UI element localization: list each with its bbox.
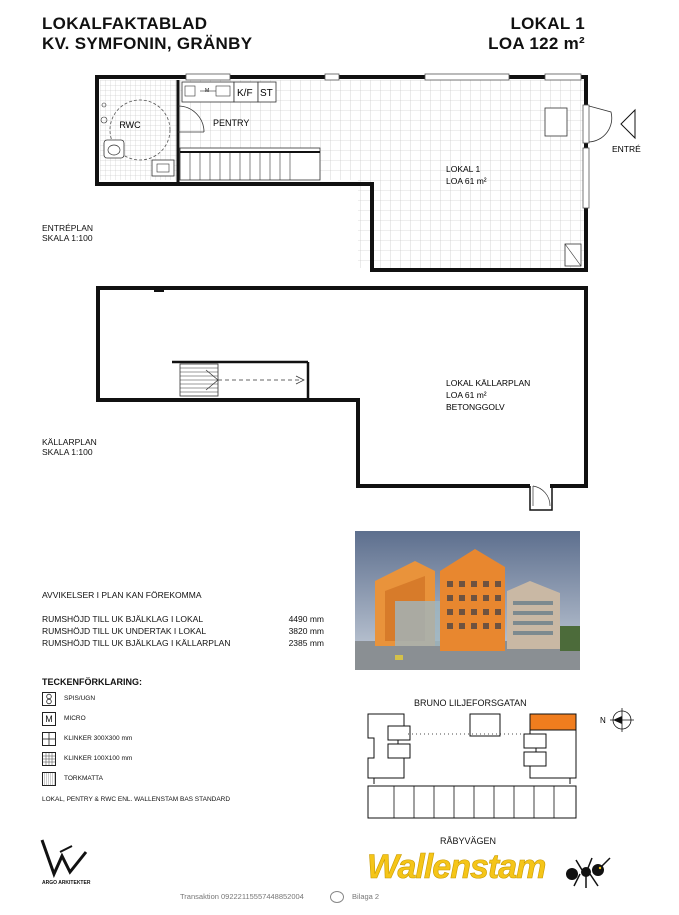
- entrance-label: ENTRÉ: [612, 144, 641, 154]
- street-bottom-label: RÅBYVÄGEN: [440, 836, 497, 846]
- lokal-name-label: LOKAL 1: [446, 164, 481, 174]
- basement-floor-scale: SKALA 1:100: [42, 447, 93, 457]
- appendix-label: Bilaga 2: [352, 892, 380, 901]
- north-label: N: [600, 716, 606, 725]
- transaction-id: Transaktion 09222115557448852004: [180, 892, 304, 901]
- entrance-floor-name: ENTRÉPLAN: [42, 223, 94, 233]
- height-table: [42, 614, 324, 650]
- st-label: ST: [260, 88, 273, 99]
- legend-label: KLINKER 100X100 mm: [64, 755, 133, 762]
- entrance-floor-scale: SKALA 1:100: [42, 233, 93, 243]
- height-row-value: 3820 mm: [288, 626, 324, 636]
- sink-icon: [152, 160, 174, 176]
- legend-item: [42, 752, 132, 766]
- entrance-floor-plan: [0, 0, 679, 285]
- lokal-area-label: LOA 61 m²: [446, 176, 487, 186]
- legend-label: TORKMATTA: [64, 775, 103, 782]
- basement-name-label: LOKAL KÄLLARPLAN: [446, 378, 531, 388]
- deviation-note: AVVIKELSER I PLAN KAN FÖREKOMMA: [42, 590, 202, 600]
- micro-symbol: M: [205, 88, 210, 94]
- sheet-title-line2: KV. SYMFONIN, GRÄNBY: [42, 34, 253, 53]
- height-row-label: RUMSHÖJD TILL UK BJÄLKLAG I KÄLLARPLAN: [42, 638, 231, 648]
- architect-logo-icon: [40, 838, 88, 878]
- entrance-arrow-icon: [621, 110, 635, 138]
- kf-label: K/F: [237, 88, 253, 99]
- height-row: [42, 638, 324, 650]
- sheet-title-line1: LOKALFAKTABLAD: [42, 14, 208, 33]
- micro-icon: M: [42, 712, 56, 726]
- legend-title: TECKENFÖRKLARING:: [42, 677, 142, 687]
- building-render-image: [355, 531, 580, 670]
- unit-title-line2: LOA 122 m²: [488, 34, 585, 53]
- legend-label: SPIS/UGN: [64, 695, 96, 702]
- basement-floor-type-label: BETONGGOLV: [446, 402, 505, 412]
- height-row-label: RUMSHÖJD TILL UK UNDERTAK I LOKAL: [42, 626, 207, 636]
- legend-item: [42, 712, 86, 726]
- street-top-label: BRUNO LILJEFORSGATAN: [414, 698, 527, 708]
- basement-floor-plan: [0, 280, 679, 530]
- legend-label: KLINKER 300X300 mm: [64, 735, 133, 742]
- legend-label: MICRO: [64, 715, 86, 722]
- room-label-pentry: PENTRY: [213, 118, 250, 128]
- room-label-rwc: RWC: [119, 120, 141, 130]
- brand-logo: Wallenstam: [367, 848, 546, 886]
- height-row-value: 4490 mm: [288, 614, 324, 624]
- basement-floor-caption: [42, 437, 97, 457]
- mat-icon: [42, 772, 56, 786]
- basement-area-label: LOA 61 m²: [446, 390, 487, 400]
- tile-large-icon: [42, 732, 56, 746]
- legend-item: [42, 692, 95, 706]
- stove-icon: [42, 692, 56, 706]
- ant-icon: [560, 854, 620, 890]
- highlighted-unit: [530, 714, 576, 730]
- standard-note: LOKAL, PENTRY & RWC ENL. WALLENSTAM BAS STANDARD: [42, 796, 231, 803]
- height-row: [42, 626, 324, 638]
- legend-item: [42, 772, 103, 786]
- legend-item: [42, 732, 132, 746]
- height-row: [42, 614, 324, 626]
- entrance-door-swing: [589, 106, 612, 142]
- architect-name: ARGO ARKITEKTER: [42, 880, 91, 886]
- unit-title-line1: LOKAL 1: [510, 14, 585, 33]
- site-plan: [360, 708, 650, 838]
- basement-floor-name: KÄLLARPLAN: [42, 437, 97, 447]
- height-row-label: RUMSHÖJD TILL UK BJÄLKLAG I LOKAL: [42, 614, 204, 624]
- seal-icon: [330, 891, 344, 903]
- entrance-floor-caption: [42, 223, 93, 243]
- tile-small-icon: [42, 752, 56, 766]
- height-row-value: 2385 mm: [288, 638, 324, 648]
